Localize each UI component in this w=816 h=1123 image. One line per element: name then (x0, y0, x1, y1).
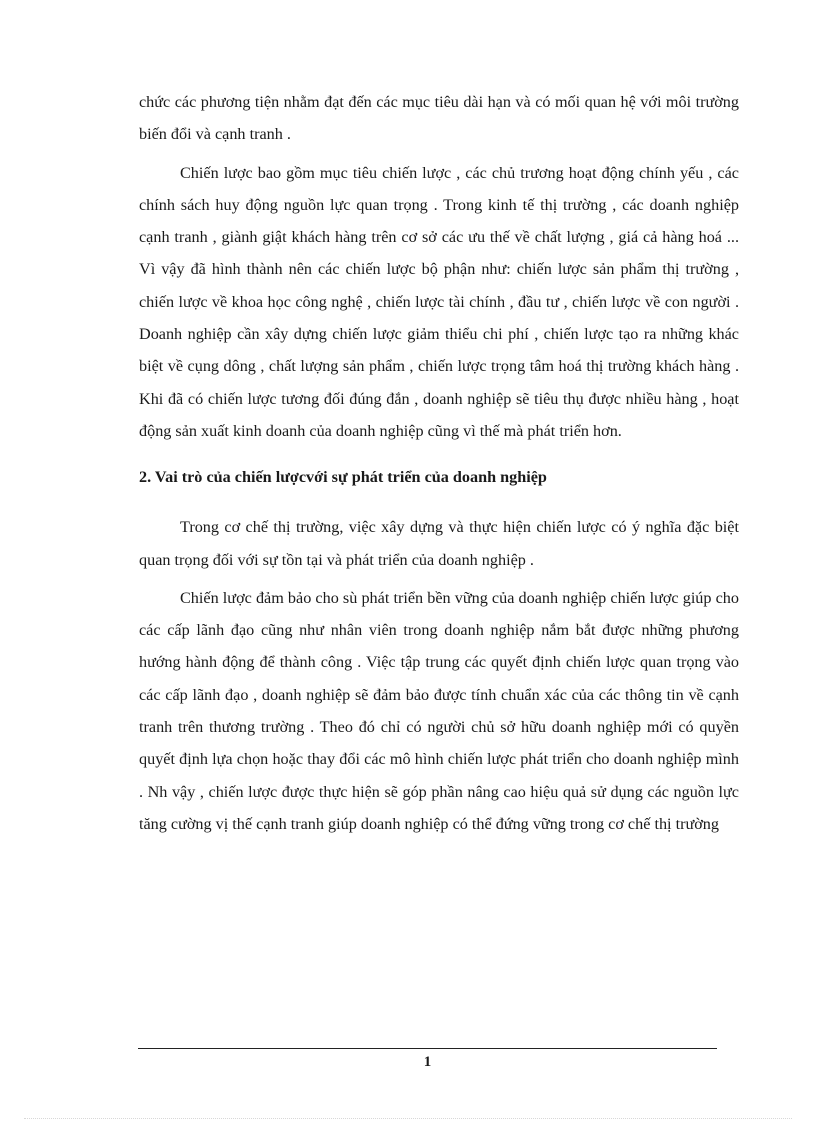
section-heading: 2. Vai trò của chiến lượcvới sự phát triển của doanh nghiệp (139, 468, 547, 487)
page-number: 1 (423, 1054, 432, 1070)
page-bottom-edge (24, 1118, 792, 1119)
footer-divider (138, 1048, 717, 1049)
page-body (139, 86, 739, 840)
paragraph-strategy-importance: Trong cơ chế thị trường, việc xây dựng và thực hiện chiến lược có ý nghĩa đặc biệt quan trọng đối với sự tồn tại và phát triển của doanh nghiệp . (139, 518, 739, 569)
paragraph-continuation: chức các phương tiện nhằm đạt đến các mục tiêu dài hạn và có mối quan hệ với môi trường biến đổi và cạnh tranh . (139, 93, 739, 144)
paragraph-strategy-definition: Chiến lược bao gồm mục tiêu chiến lược , các chủ trương hoạt động chính yếu , các chính sách huy động nguồn lực quan trọng . Trong kinh tế thị trường , các doanh nghiệp cạnh tranh , giành giật khách hàng trên cơ sở các ưu thế về chất lượng , giá cả hàng hoá ... Vì vậy đã hình thành nên các chiến lược bộ phận như: chiến lược sản phẩm thị trường , chiến lược về khoa học công nghệ , chiến lược tài chính , đầu tư , chiến lược về con người . Doanh nghiệp cần xây dựng chiến lược giảm thiểu chi phí , chiến lược tạo ra những khác biệt về cụng dông , chất lượng sản phẩm , chiến lược trọng tâm hoá thị trường khách hàng . Khi đã có chiến lược tương đối đúng đắn , doanh nghiệp sẽ tiêu thụ được nhiều hàng , hoạt động sản xuất kinh doanh của doanh nghiệp cũng vì thế mà phát triển hơn. (139, 163, 739, 440)
paragraph-sustainable-development: Chiến lược đảm bảo cho sù phát triển bền vững của doanh nghiệp chiến lược giúp cho các cấp lãnh đạo cũng như nhân viên trong doanh nghiệp nắm bắt được những phương hướng hành động để thành công . Việc tập trung các quyết định chiến lược quan trọng vào các cấp lãnh đạo , doanh nghiệp sẽ đảm bảo được tính chuẩn xác của các thông tin về cạnh tranh trên thương trường . Theo đó chỉ có người chủ sở hữu doanh nghiệp mới có quyền quyết định lựa chọn hoặc thay đổi các mô hình chiến lược phát triển cho doanh nghiệp mình . Nh vậy , chiến lược được thực hiện sẽ góp phần nâng cao hiệu quả sử dụng các nguồn lực tăng cường vị thế cạnh tranh giúp doanh nghiệp có thể đứng vững trong cơ chế thị trường (139, 588, 739, 833)
